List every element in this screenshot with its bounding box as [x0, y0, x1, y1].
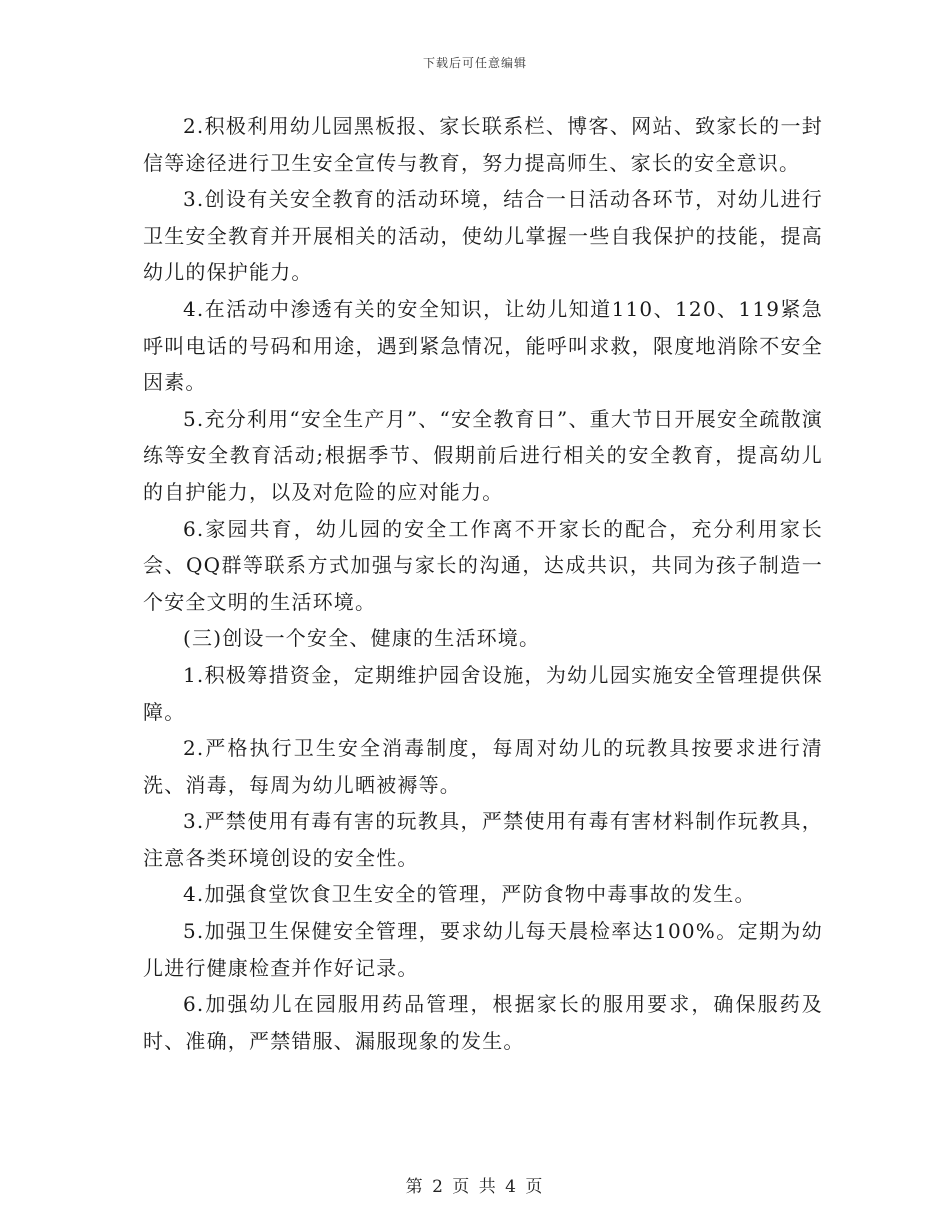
section-heading: (三)创设一个安全、健康的生活环境。	[183, 626, 541, 651]
document-body	[143, 108, 823, 1059]
paragraph: 2.积极利用幼儿园黑板报、家长联系栏、博客、网站、致家长的一封信等途径进行卫生安全宣传与教育，努力提高师生、家长的安全意识。	[143, 114, 823, 175]
paragraph: 6.加强幼儿在园服用药品管理，根据家长的服用要求，确保服药及时、准确，严禁错服、漏服现象的发生。	[143, 992, 823, 1053]
paragraph: 4.加强食堂饮食卫生安全的管理，严防食物中毒事故的发生。	[183, 882, 756, 907]
paragraph: 5.充分利用“安全生产月”、“安全教育日”、重大节日开展安全疏散演练等安全教育活动;根据季节、假期前后进行相关的安全教育，提高幼儿的自护能力，以及对危险的应对能力。	[143, 406, 823, 504]
paragraph: 3.创设有关安全教育的活动环境，结合一日活动各环节，对幼儿进行卫生安全教育并开展相关的活动，使幼儿掌握一些自我保护的技能，提高幼儿的保护能力。	[143, 187, 823, 285]
page-number-footer: 第 2 页 共 4 页	[405, 1177, 545, 1197]
page-header: 下载后可任意编辑	[422, 56, 527, 70]
paragraph: 4.在活动中渗透有关的安全知识，让幼儿知道110、120、119紧急呼叫电话的号码和用途，遇到紧急情况，能呼叫求救，限度地消除不安全因素。	[143, 296, 823, 395]
paragraph: 2.严格执行卫生安全消毒制度，每周对幼儿的玩教具按要求进行清洗、消毒，每周为幼儿晒被褥等。	[143, 736, 823, 797]
paragraph: 3.严禁使用有毒有害的玩教具，严禁使用有毒有害材料制作玩教具，注意各类环境创设的安全性。	[143, 809, 823, 870]
paragraph: 6.家园共育，幼儿园的安全工作离不开家长的配合，充分利用家长会、QQ群等联系方式加强与家长的沟通，达成共识，共同为孩子制造一个安全文明的生活环境。	[143, 516, 823, 614]
paragraph: 5.加强卫生保健安全管理，要求幼儿每天晨检率达100%。定期为幼儿进行健康检查并作好记录。	[143, 919, 823, 980]
paragraph: 1.积极筹措资金，定期维护园舍设施，为幼儿园实施安全管理提供保障。	[143, 662, 823, 724]
